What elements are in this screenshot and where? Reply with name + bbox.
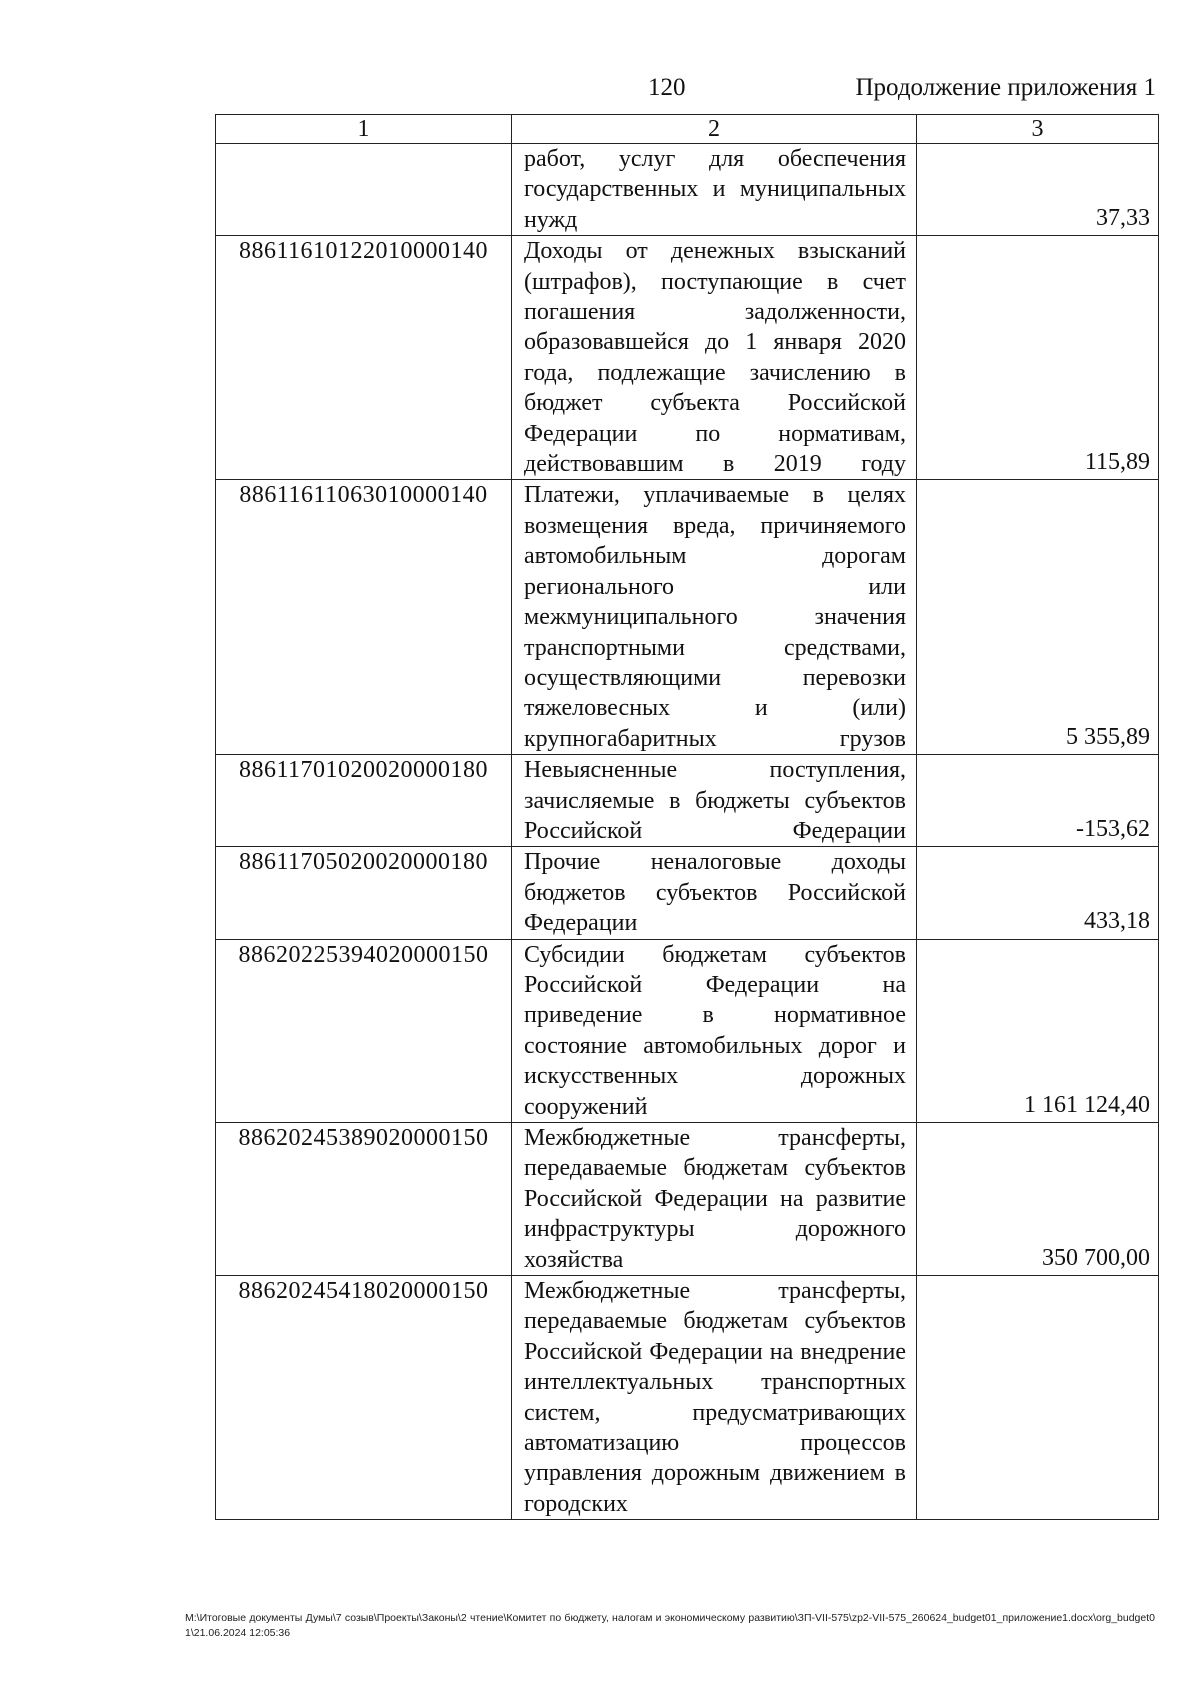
row-description: Невыясненные поступления, зачисляемые в бюджеты субъектов Российской Федерации xyxy=(512,755,917,847)
page-header xyxy=(0,70,1200,106)
row-description: Субсидии бюджетам субъектов Российской Федерации на приведение в нормативное состояние автомобильных дорог и искусственных дорожных сооружений xyxy=(512,939,917,1122)
page-number: 120 xyxy=(648,74,686,101)
table-row xyxy=(216,755,1159,847)
row-code: 88611610122010000140 xyxy=(216,236,512,480)
row-code: 88611611063010000140 xyxy=(216,480,512,755)
row-value: 1 161 124,40 xyxy=(917,939,1159,1122)
row-code: 88611705020020000180 xyxy=(216,847,512,939)
row-value: 5 355,89 xyxy=(917,480,1159,755)
continuation-label: Продолжение приложения 1 xyxy=(855,74,1156,101)
row-code xyxy=(216,144,512,236)
row-value: 350 700,00 xyxy=(917,1123,1159,1276)
column-header-3: 3 xyxy=(917,115,1159,144)
row-code: 88611701020020000180 xyxy=(216,755,512,847)
column-header-1: 1 xyxy=(216,115,512,144)
row-code: 88620245418020000150 xyxy=(216,1276,512,1520)
column-header-2: 2 xyxy=(512,115,917,144)
table-row xyxy=(216,144,1159,236)
row-value xyxy=(917,1276,1159,1520)
row-code: 88620225394020000150 xyxy=(216,939,512,1122)
table-row xyxy=(216,847,1159,939)
table-row xyxy=(216,480,1159,755)
table-header-row xyxy=(216,115,1159,144)
row-value: 115,89 xyxy=(917,236,1159,480)
row-description: Платежи, уплачиваемые в целях возмещения вреда, причиняемого автомобильным дорогам регионального или межмуниципального значения транспортными средствами, осуществляющими перевозки тяжеловесных и (или) крупногабаритных грузов xyxy=(512,480,917,755)
table-row xyxy=(216,939,1159,1122)
document-path-footer: М:\Итоговые документы Думы\7 созыв\Проекты\Законы\2 чтение\Комитет по бюджету, налогам и экономическому развитию\ЗП-VII-575\zp2-VII-575_260624_budget01_приложение1.docx\org_budget01\21.06.2024 12:05:36 xyxy=(185,1612,1155,1639)
revenue-table xyxy=(215,114,1159,1520)
row-description: Прочие неналоговые доходы бюджетов субъектов Российской Федерации xyxy=(512,847,917,939)
table-row xyxy=(216,1123,1159,1276)
row-description: Доходы от денежных взысканий (штрафов), поступающие в счет погашения задолженности, образовавшейся до 1 января 2020 года, подлежащие зачислению в бюджет субъекта Российской Федерации по нормативам, действовавшим в 2019 году xyxy=(512,236,917,480)
row-description: Межбюджетные трансферты, передаваемые бюджетам субъектов Российской Федерации на внедрение интеллектуальных транспортных систем, предусматривающих автоматизацию процессов управления дорожным движением в городских xyxy=(512,1276,917,1520)
row-value: 37,33 xyxy=(917,144,1159,236)
table-row xyxy=(216,1276,1159,1520)
row-code: 88620245389020000150 xyxy=(216,1123,512,1276)
row-description: работ, услуг для обеспечения государственных и муниципальных нужд xyxy=(512,144,917,236)
row-description: Межбюджетные трансферты, передаваемые бюджетам субъектов Российской Федерации на развитие инфраструктуры дорожного хозяйства xyxy=(512,1123,917,1276)
row-value: 433,18 xyxy=(917,847,1159,939)
table-row xyxy=(216,236,1159,480)
row-value: -153,62 xyxy=(917,755,1159,847)
